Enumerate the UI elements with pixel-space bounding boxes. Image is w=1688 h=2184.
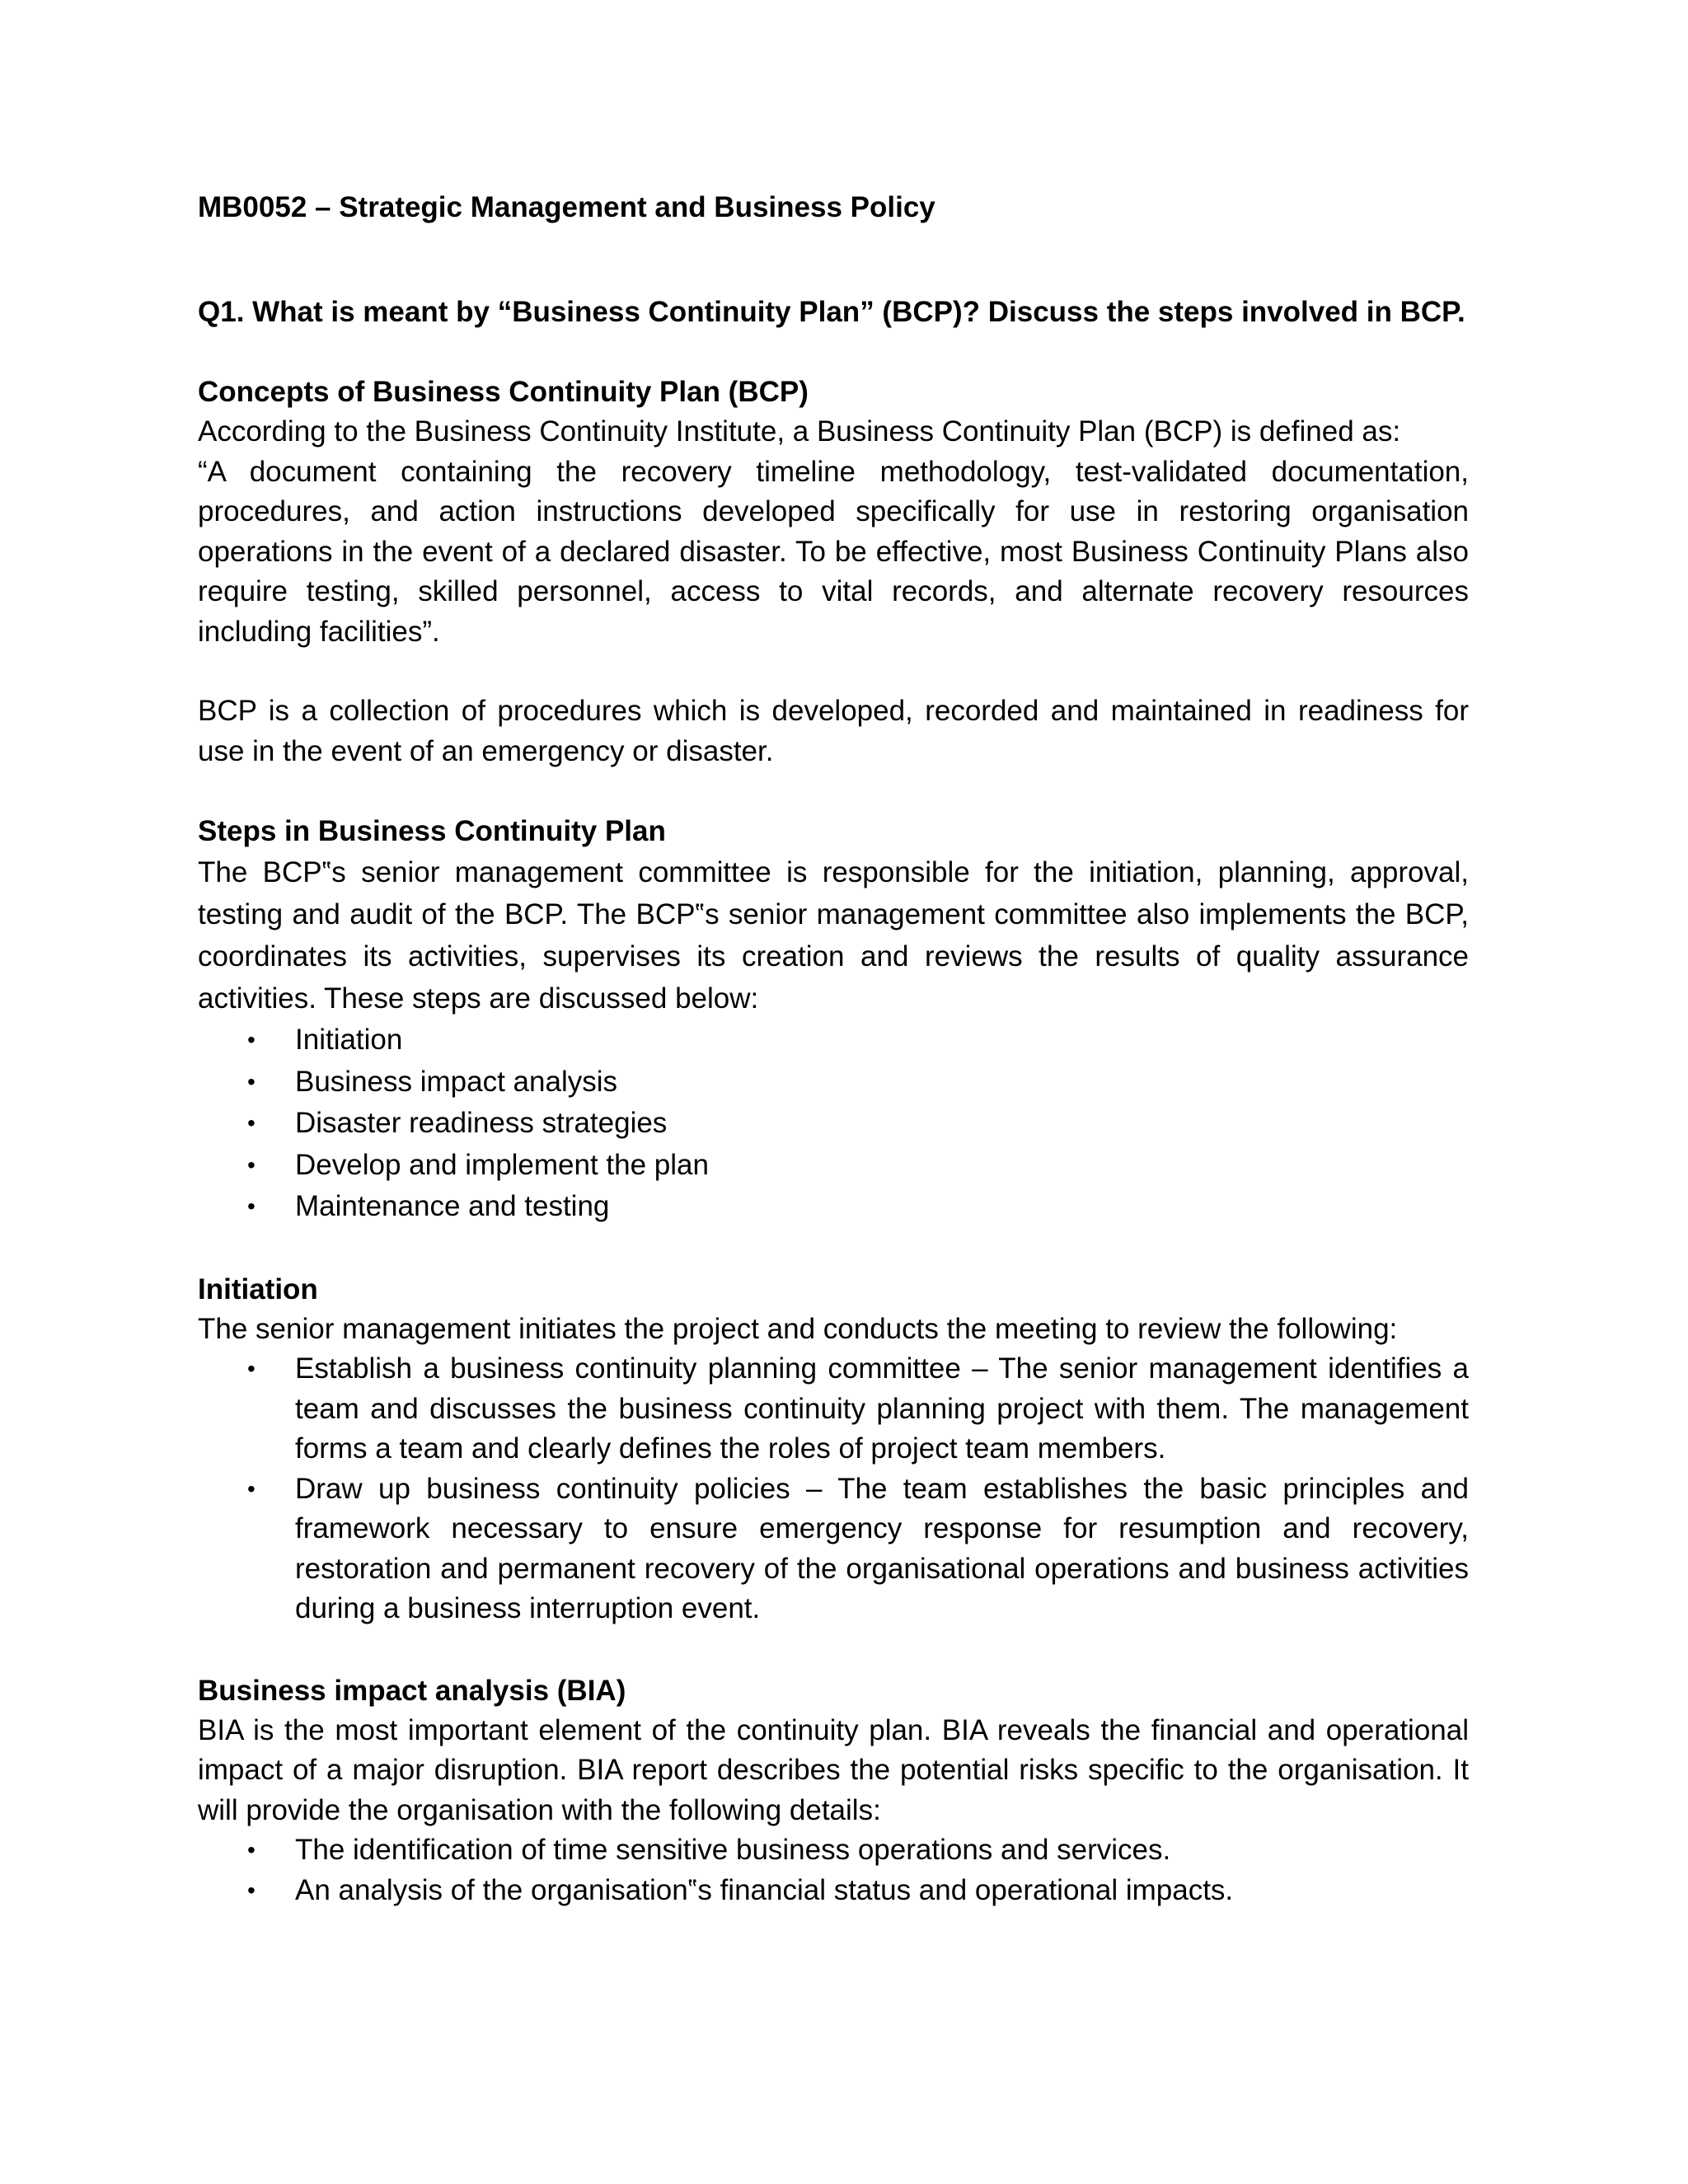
- list-item: • Establish a business continuity planning committee – The senior management identifies a team and discusses the business continuity planning project with them. The management forms a team and clearly defines the roles of project team members.: [198, 1349, 1469, 1469]
- steps-paragraph: The BCP‟s senior management committee is responsible for the initiation, planning, approval, testing and audit of the BCP. The BCP‟s senior management committee also implements the BCP, coordinates its activities, supervises its creation and reviews the results of quality assurance activities. These steps are discussed below:: [198, 856, 1469, 1015]
- concepts-definition-quote: “A document containing the recovery timeline methodology, test-validated documentation, procedures, and action instructions developed specifically for use in restoring organisation operations in the event of a declared disaster. To be effective, most Business Continuity Plans also require testing, skilled personnel, access to vital records, and alternate recovery resources including facilities”.: [198, 455, 1469, 648]
- list-item: • Initiation: [198, 1019, 1469, 1062]
- bia-heading: Business impact analysis (BIA): [198, 1674, 626, 1707]
- question-text: Q1. What is meant by “Business Continuity Plan” (BCP)? Discuss the steps involved in BCP.: [198, 296, 1465, 328]
- bullet-icon: •: [247, 1027, 256, 1052]
- bullet-icon: •: [247, 1356, 256, 1381]
- list-item: • Maintenance and testing: [198, 1186, 1469, 1228]
- bullet-icon: •: [247, 1475, 256, 1502]
- bullet-icon: •: [247, 1110, 256, 1136]
- list-item: • The identification of time sensitive business operations and services.: [198, 1830, 1469, 1871]
- document-page: [198, 188, 1469, 1910]
- list-item: • Draw up business continuity policies – The team establishes the basic principles and framework necessary to ensure emergency response for resumption and recovery, restoration and permanent recovery of the organisational operations and business activities during a business interruption event.: [198, 1469, 1469, 1629]
- bullet-icon: •: [247, 1151, 256, 1178]
- bia-paragraph: BIA is the most important element of the continuity plan. BIA reveals the financial and operational impact of a major disruption. BIA report describes the potential risks specific to the organisation. It will provide the organisation with the following details:: [198, 1713, 1469, 1826]
- list-item: • Business impact analysis: [198, 1062, 1469, 1104]
- bullet-icon: •: [247, 1877, 256, 1903]
- initiation-list: [198, 1349, 1469, 1629]
- list-item: • An analysis of the organisation‟s financial status and operational impacts.: [198, 1871, 1469, 1911]
- concepts-summary: BCP is a collection of procedures which is developed, recorded and maintained in readiness for use in the event of an emergency or disaster.: [198, 695, 1469, 767]
- bullet-icon: •: [247, 1068, 256, 1094]
- list-item: • Develop and implement the plan: [198, 1145, 1469, 1187]
- concepts-definition-intro: According to the Business Continuity Institute, a Business Continuity Plan (BCP) is defined as:: [198, 415, 1401, 448]
- initiation-heading: Initiation: [198, 1272, 318, 1305]
- list-item: • Disaster readiness strategies: [198, 1103, 1469, 1145]
- steps-list: [198, 1019, 1469, 1228]
- bia-list: [198, 1830, 1469, 1910]
- steps-heading: Steps in Business Continuity Plan: [198, 815, 666, 847]
- bullet-icon: •: [247, 1193, 256, 1219]
- bullet-icon: •: [247, 1837, 256, 1863]
- concepts-heading: Concepts of Business Continuity Plan (BCP): [198, 376, 809, 408]
- initiation-paragraph: The senior management initiates the project and conducts the meeting to review the following:: [198, 1312, 1398, 1345]
- course-title: MB0052 – Strategic Management and Business Policy: [198, 191, 935, 223]
